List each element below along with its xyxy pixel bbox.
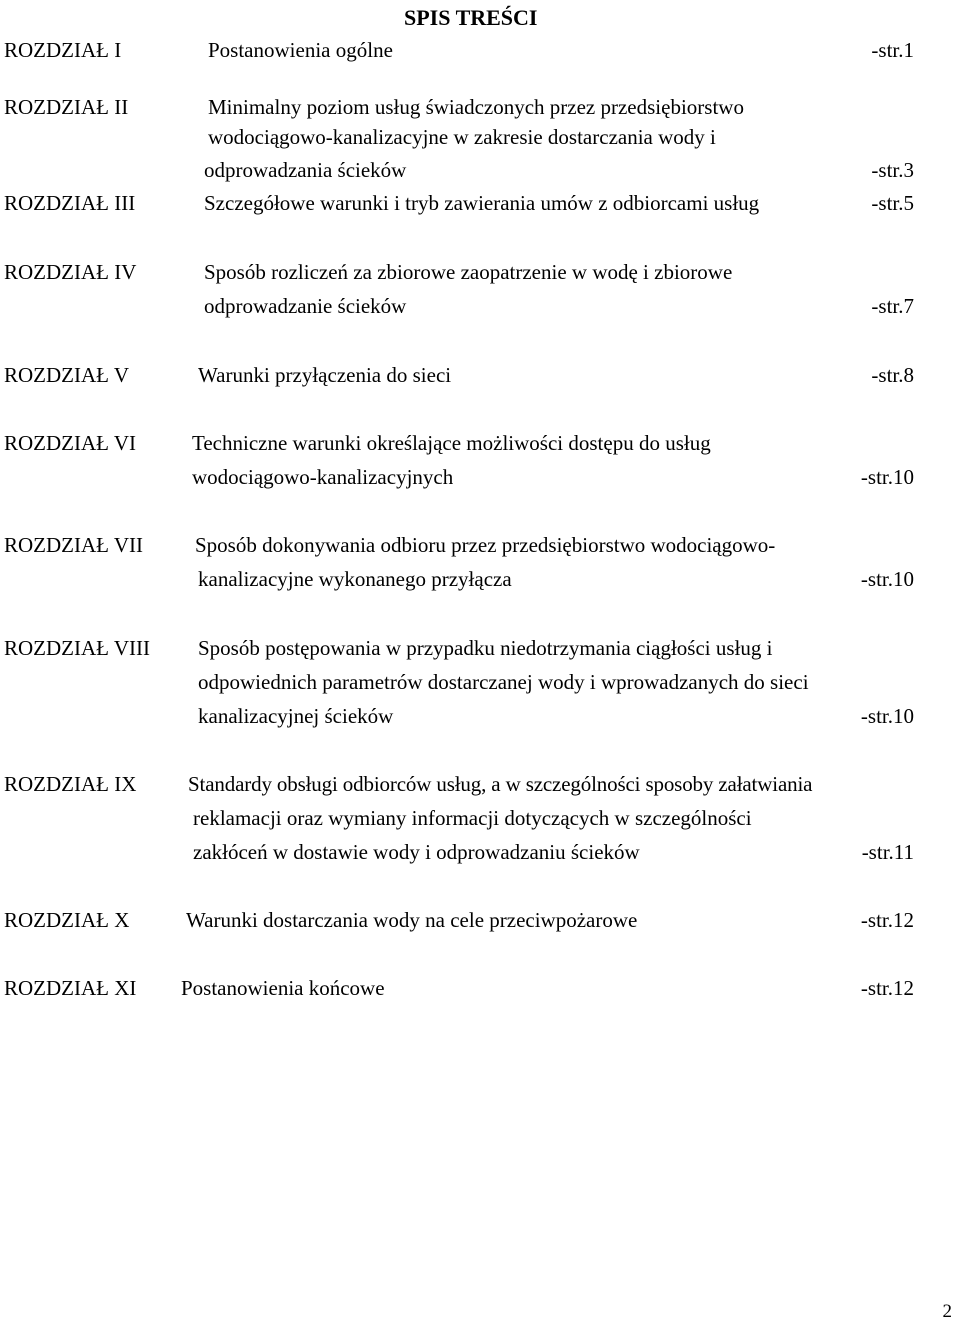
entry-text: odprowadzania ścieków <box>204 158 407 182</box>
entry-text: kanalizacyjne wykonanego przyłącza <box>198 567 512 591</box>
entry-text: Sposób dokonywania odbioru przez przedsiębiorstwo wodociągowo- <box>195 533 776 557</box>
chapter-label: ROZDZIAŁ VI <box>4 431 137 455</box>
entry-text: wodociągowo-kanalizacyjne w zakresie dostarczania wody i <box>208 125 716 149</box>
chapter-label: ROZDZIAŁ VIII <box>4 636 150 660</box>
entry-text: wodociągowo-kanalizacyjnych <box>192 465 454 489</box>
entry-text: Minimalny poziom usług świadczonych przez przedsiębiorstwo <box>208 95 744 119</box>
page-title: SPIS TREŚCI <box>404 5 538 30</box>
page-ref: -str.1 <box>871 38 914 62</box>
page-ref: -str.10 <box>860 567 914 591</box>
entry-text: Standardy obsługi odbiorców usług, a w szczególności sposoby załatwiania <box>188 772 813 796</box>
chapter-label: ROZDZIAŁ I <box>4 38 122 62</box>
page-ref: -str.7 <box>871 294 914 318</box>
entry-text: Szczegółowe warunki i tryb zawierania umów z odbiorcami usług <box>204 191 760 215</box>
entry-text: Techniczne warunki określające możliwości dostępu do usług <box>192 431 711 455</box>
chapter-label: ROZDZIAŁ IX <box>4 772 137 796</box>
page-ref: -str.12 <box>860 908 914 932</box>
chapter-label: ROZDZIAŁ V <box>4 363 130 387</box>
page-ref: -str.8 <box>871 363 914 387</box>
page-ref: -str.10 <box>860 704 914 728</box>
page-number: 2 <box>942 1301 952 1322</box>
entry-text: Warunki przyłączenia do sieci <box>198 363 452 387</box>
entry-text: Postanowienia ogólne <box>208 38 393 62</box>
chapter-label: ROZDZIAŁ XI <box>4 976 137 1000</box>
chapter-label: ROZDZIAŁ X <box>4 908 130 932</box>
entry-text: Sposób postępowania w przypadku niedotrzymania ciągłości usług i <box>198 636 773 660</box>
entry-text: odprowadzanie ścieków <box>204 294 407 318</box>
entry-text: Warunki dostarczania wody na cele przeciwpożarowe <box>186 908 638 932</box>
entry-text: odpowiednich parametrów dostarczanej wody i wprowadzanych do sieci <box>198 670 809 694</box>
entry-text: Sposób rozliczeń za zbiorowe zaopatrzenie w wodę i zbiorowe <box>204 260 733 284</box>
page-ref: -str.11 <box>861 840 914 864</box>
page-ref: -str.10 <box>860 465 914 489</box>
entry-text: reklamacji oraz wymiany informacji dotyczących w szczególności <box>193 806 752 830</box>
chapter-label: ROZDZIAŁ III <box>4 191 136 215</box>
entry-text: zakłóceń w dostawie wody i odprowadzaniu ścieków <box>193 840 640 864</box>
chapter-label: ROZDZIAŁ IV <box>4 260 137 284</box>
page-ref: -str.5 <box>871 191 914 215</box>
entry-text: kanalizacyjnej ścieków <box>198 704 394 728</box>
chapter-label: ROZDZIAŁ VII <box>4 533 144 557</box>
entry-text: Postanowienia końcowe <box>181 976 385 1000</box>
chapter-label: ROZDZIAŁ II <box>4 95 129 119</box>
page-ref: -str.3 <box>871 158 914 182</box>
page-ref: -str.12 <box>860 976 914 1000</box>
